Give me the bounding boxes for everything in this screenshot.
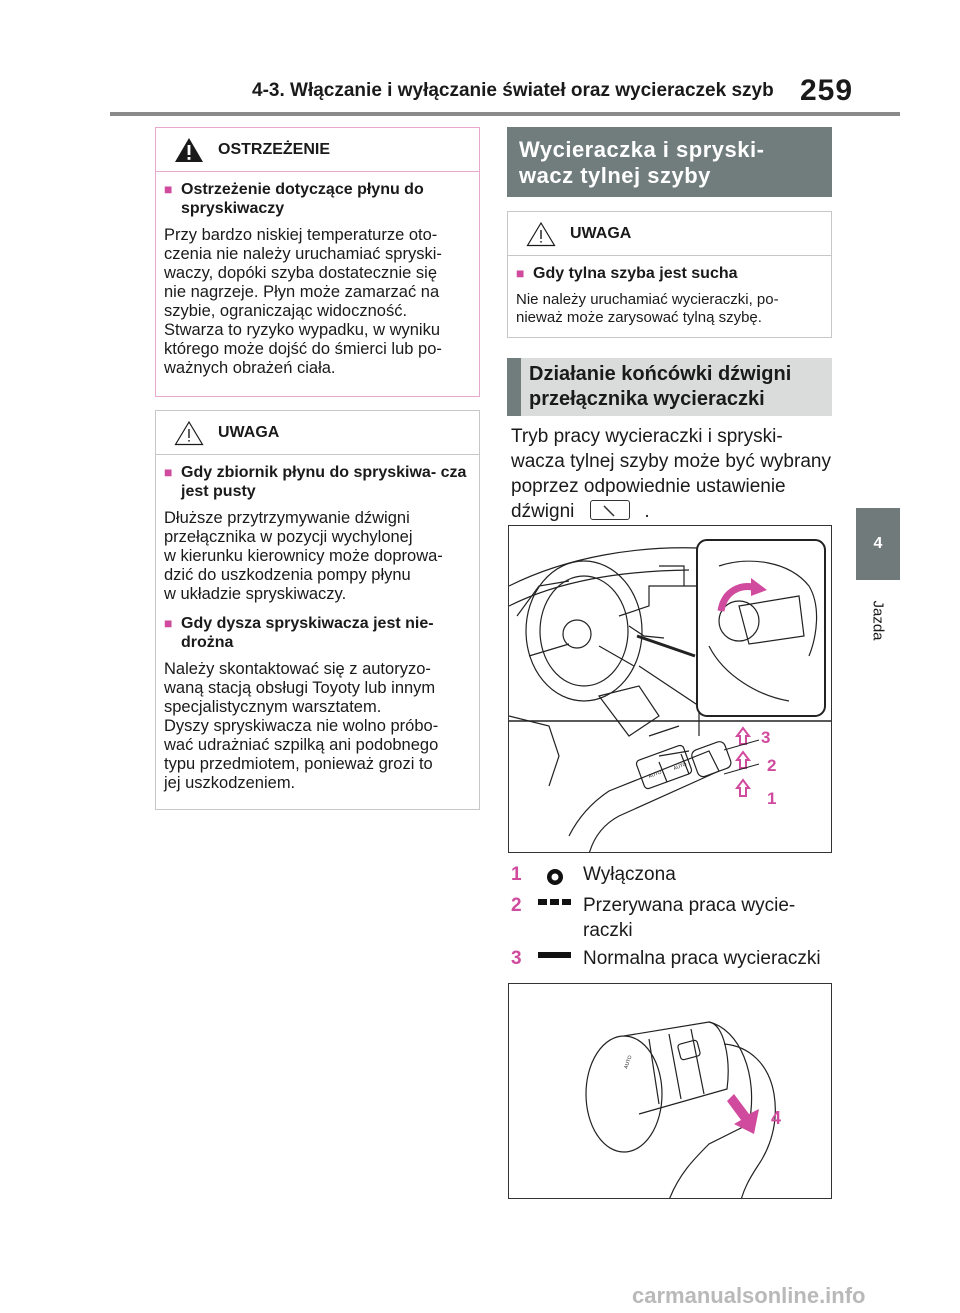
section-title: 4-3. Włączanie i wyłączanie świateł oraz wycieraczek szyb <box>252 80 774 101</box>
notice-box-fluid <box>155 410 480 810</box>
notice-subheading-empty-tank: ■ Gdy zbiornik płynu do spryskiwa- cza jest pusty <box>164 464 467 500</box>
subsection-heading: Działanie końcówki dźwigni przełącznika wycieraczki <box>507 358 832 416</box>
chapter-label: Jazda <box>869 599 887 641</box>
legend-item-normal: 3 Normalna praca wycieraczki <box>511 948 821 969</box>
warning-title: OSTRZEŻENIE <box>218 140 331 158</box>
callout-4: 4 <box>771 1108 782 1128</box>
intermittent-dashes-icon <box>527 893 583 943</box>
page-number: 259 <box>800 74 854 107</box>
caution-triangle-icon <box>526 221 556 247</box>
notice-box-dry-window <box>507 211 832 338</box>
warning-header <box>156 128 479 172</box>
caution-triangle-icon <box>174 420 204 446</box>
lever-push-illustration <box>509 984 832 1199</box>
warning-text: Przy bardzo niskiej temperaturze oto- czenia nie należy uruchamiać spryski- waczy, dopóki szyba dostatecznie się nie nagrzeje. Płyn może zamarzać na szybie, ograniczając widoczność. Stwarza to ryzyko wypadku, w wyniku którego może dojść do śmierci lub po- ważnych obrażeń ciała. <box>164 226 442 377</box>
notice-header-2 <box>508 212 831 256</box>
wiper-lever-icon <box>590 500 630 520</box>
watermark: carmanualsonline.info <box>632 1283 866 1308</box>
continuous-bar-icon <box>527 946 583 971</box>
notice-title: UWAGA <box>218 423 280 441</box>
figure-washer-operation <box>508 983 832 1199</box>
notice-text-clogged-nozzle: Należy skontaktować się z autoryzo- waną stacją obsługi Toyoty lub innym specjalistycznym warsztatem. Dyszy spryskiwacza nie wolno próbo- wać udrażniać szpilką ani podobnego typu przedmiotem, ponieważ grozi to jej uszkodzeniem. <box>164 660 439 792</box>
notice-header <box>156 411 479 455</box>
legend-item-off: 1 Wyłączona <box>511 864 676 885</box>
chapter-tab[interactable]: 4 <box>856 508 900 580</box>
notice-subheading-dry-window: ■ Gdy tylna szyba jest sucha <box>516 265 738 282</box>
warning-subheading: ■ Ostrzeżenie dotyczące płynu do spryskiwaczy <box>164 181 424 217</box>
callout-2: 2 <box>767 756 777 775</box>
svg-text:AUTO: AUTO <box>623 1054 634 1070</box>
svg-text:AUTO: AUTO <box>647 769 663 780</box>
header-divider <box>110 112 900 116</box>
intro-paragraph: Tryb pracy wycieraczki i spryski- wacza tylnej szyby może być wybrany poprzez odpowiednie ustawienie dźwigni . <box>511 426 831 522</box>
figure-lever-overview <box>508 525 832 853</box>
legend-item-intermittent: 2 Przerywana praca wycie- raczki <box>511 895 796 941</box>
warning-box <box>155 127 480 397</box>
notice-text-empty-tank: Dłuższe przytrzymywanie dźwigni przełącznika w pozycji wychylonej w kierunku kierownicy może doprowa- dzić do uszkodzenia pompy płynu w układzie spryskiwaczy. <box>164 509 443 603</box>
callout-1: 1 <box>767 789 777 808</box>
dashboard-illustration <box>509 526 832 853</box>
section-banner: Wycieraczka i spryski- wacz tylnej szyby <box>507 127 832 197</box>
off-circle-icon <box>527 862 583 887</box>
svg-text:AUTO: AUTO <box>672 761 688 772</box>
notice-text-dry-window: Nie należy uruchamiać wycieraczki, po- nieważ może zarysować tylną szybę. <box>516 291 779 326</box>
notice-subheading-clogged-nozzle: ■ Gdy dysza spryskiwacza jest nie- drożna <box>164 615 434 651</box>
callout-3: 3 <box>761 728 771 747</box>
notice-title-2: UWAGA <box>570 224 632 242</box>
warning-triangle-icon <box>174 137 204 163</box>
